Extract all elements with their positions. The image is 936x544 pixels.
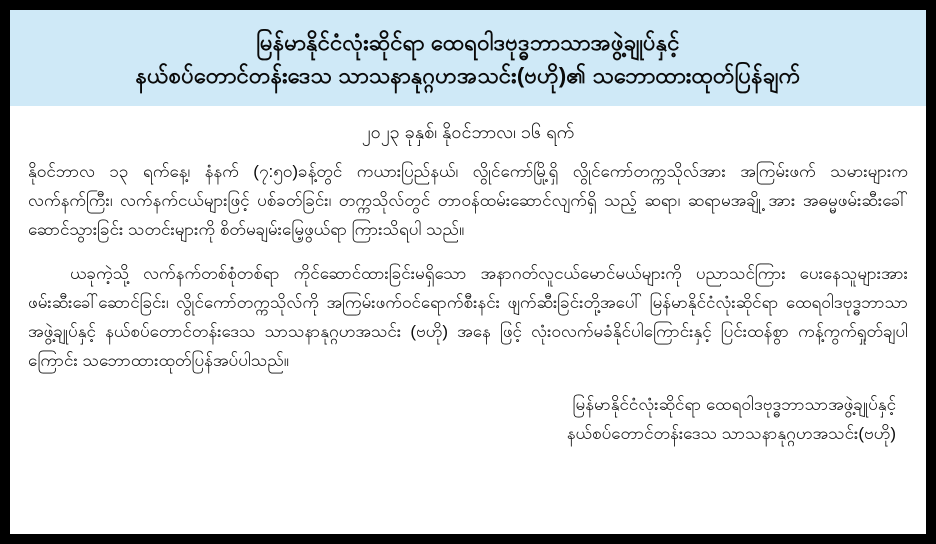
signature-line-1: မြန်မာနိုင်ငံလုံးဆိုင်ရာ ထေရဝါဒဗုဒ္ဓဘာသာအဖွဲ့ချုပ်နှင့် xyxy=(572,394,896,414)
document-date: ၂၀၂၃ ခုနှစ်၊ နိုဝင်ဘာလ၊ ၁၆ ရက် xyxy=(361,122,575,142)
document-page xyxy=(10,10,926,534)
document-paragraph-2: ယခုကဲ့သို့ လက်နက်တစ်စုံတစ်ရာ ကိုင်ဆောင်ထားခြင်းမရှိသော အနာဂတ်လူငယ်မောင်မယ်များကို ပညာသင်ကြား ပေးနေသူများအား ဖမ်းဆီးခေါ်ဆောင်ခြင်း၊ လွိုင်ကော်တက္ကသိုလ်ကို အကြမ်းဖက်ဝင်ရောက်စီးနင်း ဖျက်ဆီးခြင်းတို့အပေါ် မြန်မာနိုင်ငံလုံးဆိုင်ရာ ထေရဝါဒဗုဒ္ဓဘာသာအဖွဲ့ချုပ်နှင့် နယ်စပ်တောင်တန်းဒေသ သာသနာနုဂ္ဂဟအသင်း (ဗဟို) အနေ ဖြင့် လုံးဝလက်မခံနိုင်ပါကြောင်းနှင့် ပြင်းထန်စွာ ကန့်ကွက်ရှုတ်ချပါကြောင်း သဘောထားထုတ်ပြန်အပ်ပါသည်။ xyxy=(28,263,908,371)
document-body xyxy=(10,157,926,449)
document-paragraph-1: နိုဝင်ဘာလ ၁၃ ရက်နေ့၊ နံနက် (၇:၅၀)ခန့်တွင် ကယားပြည်နယ်၊ လွိုင်ကော်မြို့ရှိ လွိုင်ကော်တက္ကသိုလ်အား အကြမ်းဖက် သမားများက လက်နက်ကြီး၊ လက်နက်ငယ်များဖြင့် ပစ်ခတ်ခြင်း၊ တက္ကသိုလ်တွင် တာဝန်ထမ်းဆောင်လျက်ရှိ သည့် ဆရာ၊ ဆရာမအချို့ အား အဓမ္မဖမ်းဆီးခေါ်ဆောင်သွားခြင်း သတင်းများကို စိတ်မချမ်းမြေ့ဖွယ်ရာ ကြားသိရပါ သည်။ xyxy=(28,162,908,240)
document-signature xyxy=(28,390,908,450)
document-header-band xyxy=(10,10,926,106)
document-title-line-1: မြန်မာနိုင်ငံလုံးဆိုင်ရာ ထေရဝါဒဗုဒ္ဓဘာသာအဖွဲ့ချုပ်နှင့် xyxy=(256,30,680,55)
document-title-line-2: နယ်စပ်တောင်တန်းဒေသ သာသနာနုဂ္ဂဟအသင်း(ဗဟို)၏ သဘောထားထုတ်ပြန်ချက် xyxy=(135,63,801,88)
signature-line-2: နယ်စပ်တောင်တန်းဒေသ သာသနာနုဂ္ဂဟအသင်း(ဗဟို) xyxy=(566,424,896,444)
